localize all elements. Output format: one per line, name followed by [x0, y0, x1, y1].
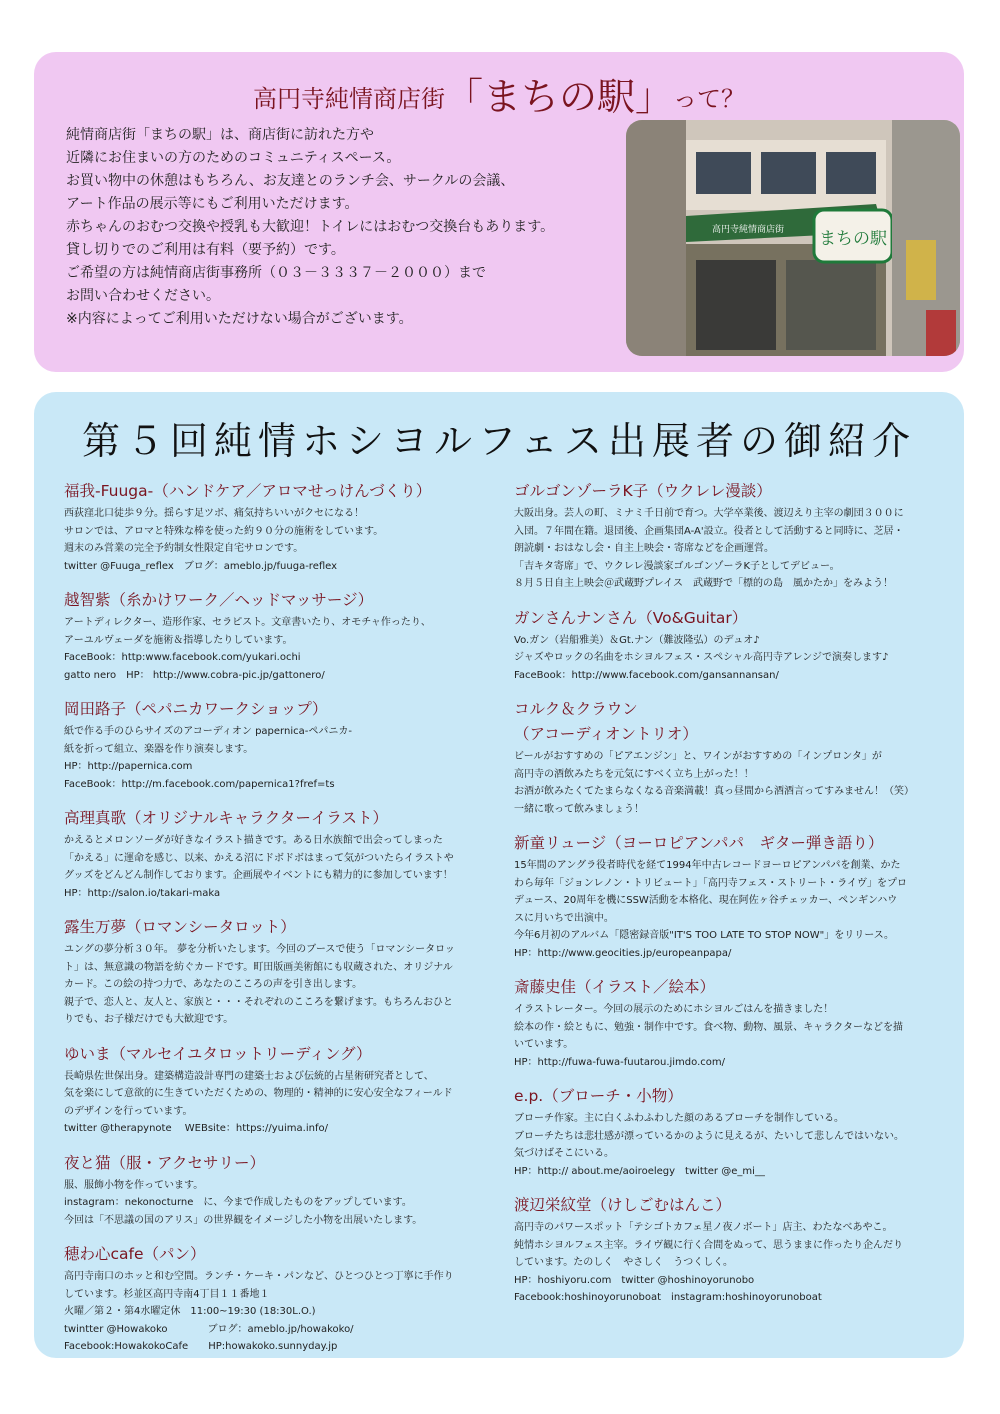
exhibitor-description-line: のデザインを行っています。 [64, 1105, 193, 1117]
exhibitor-description-line: 朗読劇・おはなし会・自主上映会・寄席などを企画運営。 [514, 543, 774, 554]
exhibitor-name: 夜と猫（服・アクセサリー） [64, 1153, 266, 1172]
exhibitor-name: 渡辺栄紋堂（けしごむはんこ） [514, 1196, 732, 1214]
exhibitor-description-line: お酒が飲みたくてたまらなくなる音楽満載！真っ昼間から酒酒言ってすみません！（笑） [514, 786, 914, 797]
exhibitor-entry [514, 976, 934, 1071]
exhibitor-description-line: HP：http://salon.io/takari-maka [64, 887, 221, 899]
exhibitor-description-line: ８月５日自主上映会＠武蔵野プレイス 武蔵野で「標的の島 風かたか」をみよう！ [514, 578, 893, 589]
exhibitor-entry [514, 1194, 934, 1307]
exhibitor-description-line: わら毎年「ジョンレノン・トリビュート」「高円寺フェス・ストリート・ライヴ」をプロ [514, 877, 907, 889]
exhibitor-description-line: カード。この絵の持つ力で、あなたのこころの声を引き出します。 [64, 979, 363, 990]
exhibitor-description-line: 火曜／第２・第4水曜定休 11:00~19:30 (18:30L.O.) [64, 1306, 316, 1317]
exhibitor-description-line: 「かえる」に運命を感じ、以来、かえる沼にドボドボはまって気がついたらイラストや [64, 852, 454, 864]
exhibitor-description-line: 服、服飾小物を作っています。 [64, 1179, 204, 1191]
exhibitor-description-line: 大阪出身。芸人の町、ミナミ千日前で育つ。大学卒業後、渡辺えり主宰の劇団３００に [514, 508, 904, 519]
exhibitor-entry [514, 832, 934, 962]
storefront-illustration [626, 120, 960, 356]
exhibitor-description-line: 長崎県佐世保出身。建築構造設計専門の建築士および伝統的占星術研究者として、 [64, 1070, 434, 1082]
machi-no-eki-section [34, 52, 964, 372]
exhibitor-description-line: 「吉キタ寄席」で、ウクレレ漫談家ゴルゴンゾーラK子としてデビュー。 [514, 560, 840, 572]
exhibitor-description-line: gatto nero HP： http://www.cobra-pic.jp/gattonero/ [64, 669, 325, 681]
exhibitor-entry [64, 916, 504, 1029]
exhibitor-name: ガンさんナンさん（Vo&Guitar） [514, 608, 748, 627]
photo-sign-text: まちの駅 [819, 229, 887, 249]
exhibitor-description-line: ト」は、無意識の物語を紡ぐカードです。町田版画美術館にも収蔵された、オリジナル [64, 961, 453, 973]
exhibitor-description-line: 絵本の作・絵ともに、勉強・制作中です。食べ物、動物、風景、キャラクターなどを描 [514, 1021, 903, 1033]
exhibitor-column-left [64, 480, 504, 1370]
exhibitor-entry [64, 1243, 504, 1356]
exhibitor-description-line: 週末のみ営業の完全予約制女性限定自宅サロンです。 [64, 543, 304, 554]
exhibitor-description-line: アーユルヴェーダを施術＆指導したりしています。 [64, 634, 293, 646]
exhibitor-description-line: 気づけばそこにいる。 [514, 1148, 614, 1159]
machi-title-main: 「まちの駅」 [444, 75, 673, 119]
exhibitor-entry [514, 607, 934, 685]
machi-line: アート作品の展示等にもご利用いただけます。 [66, 196, 359, 212]
exhibitor-entry [64, 807, 504, 902]
photo-banner-text: 高円寺純情商店街 [711, 225, 785, 235]
exhibitor-name: 越智紫（糸かけワーク／ヘッドマッサージ） [64, 591, 374, 609]
exhibitor-entry [64, 698, 504, 793]
exhibitor-name: コルク＆クラウン [514, 700, 638, 718]
exhibitor-entry [514, 1085, 934, 1180]
exhibitor-description-line: FaceBook：http:www.facebook.com/yukari.ochi [64, 652, 301, 663]
exhibitor-description-line: 気を楽にして意欲的に生きていただくための、物理的・精神的に安心安全なフィールド [64, 1088, 453, 1099]
machi-line: お問い合わせください。 [66, 288, 220, 304]
machi-line: 貸し切りでのご利用は有料（要予約）です。 [66, 242, 345, 258]
exhibitor-description-line: 今回は「不思議の国のアリス」の世界観をイメージした小物を出展いたします。 [64, 1214, 423, 1226]
exhibitor-name: 露生万夢（ロマンシータロット） [64, 918, 296, 936]
exhibitor-name: 福我-Fuuga-（ハンドケア／アロマせっけんづくり） [64, 482, 432, 500]
exhibitor-description-line: アートディレクター、造形作家、セラピスト。文章書いたり、オモチャ作ったり、 [64, 617, 431, 628]
exhibitor-description-line: ブローチたちは悲壮感が漂っているかのように見えるが、たいして悲しんではいない。 [514, 1130, 904, 1142]
exhibitor-entry [514, 698, 934, 818]
exhibitor-name-sub: （アコーディオントリオ） [514, 725, 698, 743]
exhibitor-entry [64, 1152, 504, 1230]
exhibitor-description-line: ブローチ作家。主に白くふわふわした顔のあるブローチを制作している。 [514, 1113, 844, 1124]
fes-section [34, 392, 964, 1358]
machi-line: ご希望の方は純情商店街事務所（０３－３３３７－２０００）まで [66, 265, 486, 281]
exhibitor-description-line: HP：http:// about.me/aoiroelegy twitter @e_mi__ [514, 1165, 765, 1177]
exhibitor-description-line: HP：http://fuwa-fuwa-fuutarou.jimdo.com/ [514, 1056, 725, 1068]
exhibitor-description-line: 紙で作る手のひらサイズのアコーディオン papernica-ペパニカ- [64, 726, 352, 737]
fes-title: 第５回純情ホシヨルフェス出展者の御紹介 [81, 419, 917, 463]
machi-line: 近隣にお住まいの方のためのコミュニティスペース。 [66, 150, 401, 166]
exhibitor-description-line: デュース、20周年を機にSSW活動を本格化、現在阿佐ヶ谷チェッカー、ペンギンハウ [514, 895, 898, 906]
exhibitor-description-line: 西荻窪北口徒歩９分。揺らす足ツボ、痛気持ちいいがクセになる！ [64, 508, 364, 519]
storefront-photo [626, 120, 960, 356]
exhibitor-description-line: 入団。７年間在籍。退団後、企画集団A-A'設立。役者として活動すると同時に、芝居・ [514, 525, 904, 537]
machi-line: 純情商店街「まちの駅」は、商店街に訪れた方や [66, 127, 374, 143]
exhibitor-name: 岡田路子（ペパニカワークショップ） [64, 700, 328, 718]
machi-title-pre: 高円寺純情商店街 [252, 85, 445, 113]
exhibitor-description-line: 高円寺の酒飲みたちを元気にすべく立ち上がった！！ [514, 768, 754, 780]
exhibitor-name: 新童リュージ（ヨーロピアンパパ ギター弾き語り） [514, 834, 884, 852]
exhibitor-name: ゆいま（マルセイユタロットリーディング） [64, 1044, 372, 1063]
exhibitor-description-line: instagram：nekonocturne に、今まで作成したものをアップしています。 [64, 1197, 412, 1208]
exhibitor-entry [64, 1043, 504, 1138]
exhibitor-description-line: 高円寺のパワースポット「テシゴトカフェ星ノ夜ノボート」店主、わたなべあやこ。 [514, 1222, 893, 1233]
exhibitor-name: 斎藤史佳（イラスト／絵本） [514, 978, 716, 996]
exhibitor-description-line: しています。たのしく やさしく うつくしく。 [514, 1257, 733, 1268]
exhibitor-description-line: twitter @Fuuga_reflex ブログ：ameblo.jp/fuuga-reflex [64, 560, 338, 572]
exhibitor-entry [64, 480, 504, 575]
exhibitor-description-line: twintter @Howakoko ブログ：ameblo.jp/howakoko/ [64, 1323, 354, 1335]
machi-line: 赤ちゃんのおむつ交換や授乳も大歓迎！トイレにはおむつ交換台もあります。 [66, 219, 555, 235]
machi-line: ※内容によってご利用いただけない場合がございます。 [66, 311, 413, 327]
exhibitor-description-line: イラストレーター。今回の展示のためにホシヨルごはんを描きました！ [514, 1004, 834, 1015]
exhibitor-description-line: Facebook:HowakokoCafe HP:howakoko.sunnyday.jp [64, 1341, 338, 1352]
exhibitor-column-right [514, 480, 934, 1321]
exhibitor-description-line: Facebook:hoshinoyorunoboat instagram:hoshinoyorunoboat [514, 1292, 822, 1303]
exhibitor-description-line: Vo.ガン（岩船雅美）＆Gt.ナン（難波隆弘）のデュオ♪ [514, 634, 760, 646]
machi-title [34, 66, 964, 121]
exhibitor-description-line: ユングの夢分析３０年。 夢を分析いたします。今回のブースで使う「ロマンシータロッ [64, 944, 455, 955]
exhibitor-description-line: HP：http://papernica.com [64, 761, 193, 772]
exhibitor-description-line: サロンでは、アロマと特殊な棒を使った約９０分の施術をしています。 [64, 525, 384, 537]
exhibitor-entry [64, 589, 504, 684]
machi-description [66, 124, 666, 331]
exhibitor-description-line: かえるとメロンソーダが好きなイラスト描きです。ある日水族館で出会ってしまった [64, 835, 443, 846]
exhibitor-description-line: しています。杉並区高円寺南4丁目１１番地１ [64, 1288, 270, 1300]
machi-title-post: って？ [673, 85, 745, 113]
exhibitor-description-line: グッズをどんどん制作しております。企画展やイベントにも精力的に参加しています！ [64, 870, 453, 881]
exhibitor-description-line: スに月いちで出演中。 [514, 912, 614, 924]
exhibitor-description-line: FaceBook：http://www.facebook.com/gansannansan/ [514, 669, 779, 681]
exhibitor-name: ゴルゴンゾーラK子（ウクレレ漫談） [514, 482, 772, 500]
exhibitor-description-line: HP：hoshiyoru.com twitter @hoshinoyorunobo [514, 1274, 755, 1286]
exhibitor-description-line: 15年間のアングラ役者時代を経て1994年中古レコードヨーロピアンパパを創業、かた [514, 860, 901, 871]
exhibitor-description-line: 高円寺南口のホッと和む空間。ランチ・ケーキ・パンなど、ひとつひとつ丁寧に手作り [64, 1271, 454, 1282]
machi-line: お買い物中の休憩はもちろん、お友達とのランチ会、サークルの会議、 [66, 173, 515, 189]
exhibitor-description-line: ジャズやロックの名曲をホシヨルフェス・スペシャル高円寺アレンジで演奏します♪ [514, 652, 889, 663]
exhibitor-description-line: ビールがおすすめの「ピアエンジン」と、ワインがおすすめの「インプロンタ」が [514, 751, 882, 762]
exhibitor-name: 穂わ心cafe（パン） [64, 1245, 206, 1263]
exhibitor-description-line: 純情ホシヨルフェス主宰。ライヴ観に行く合間をぬって、思うままに作ったり企んだり [514, 1239, 903, 1251]
exhibitor-description-line: 今年6月初のアルバム「隠密録音版"IT'S TOO LATE TO STOP NOW"」をリリース。 [514, 930, 895, 941]
exhibitor-description-line: いています。 [514, 1039, 574, 1050]
exhibitor-description-line: りでも、お子様だけでも大歓迎です。 [64, 1014, 234, 1025]
exhibitor-name: 高理真歌（オリジナルキャラクターイラスト） [64, 809, 388, 827]
exhibitor-entry [514, 480, 934, 593]
exhibitor-description-line: FaceBook：http://m.facebook.com/papernica1?fref=ts [64, 778, 335, 790]
exhibitor-description-line: twitter @therapynote WEBsite：https://yuima.info/ [64, 1123, 328, 1134]
exhibitor-name: e.p.（ブローチ・小物） [514, 1087, 683, 1105]
exhibitor-description-line: 一緒に歌って飲みましょう！ [514, 803, 644, 815]
exhibitor-description-line: 親子で、恋人と、友人と、家族と・・・それぞれのこころを繋げます。もちろんおひと [64, 996, 453, 1008]
exhibitor-description-line: 紙を折って組立、楽器を作り演奏します。 [64, 743, 254, 755]
exhibitor-description-line: HP：http://www.geocities.jp/europeanpapa/ [514, 947, 732, 959]
